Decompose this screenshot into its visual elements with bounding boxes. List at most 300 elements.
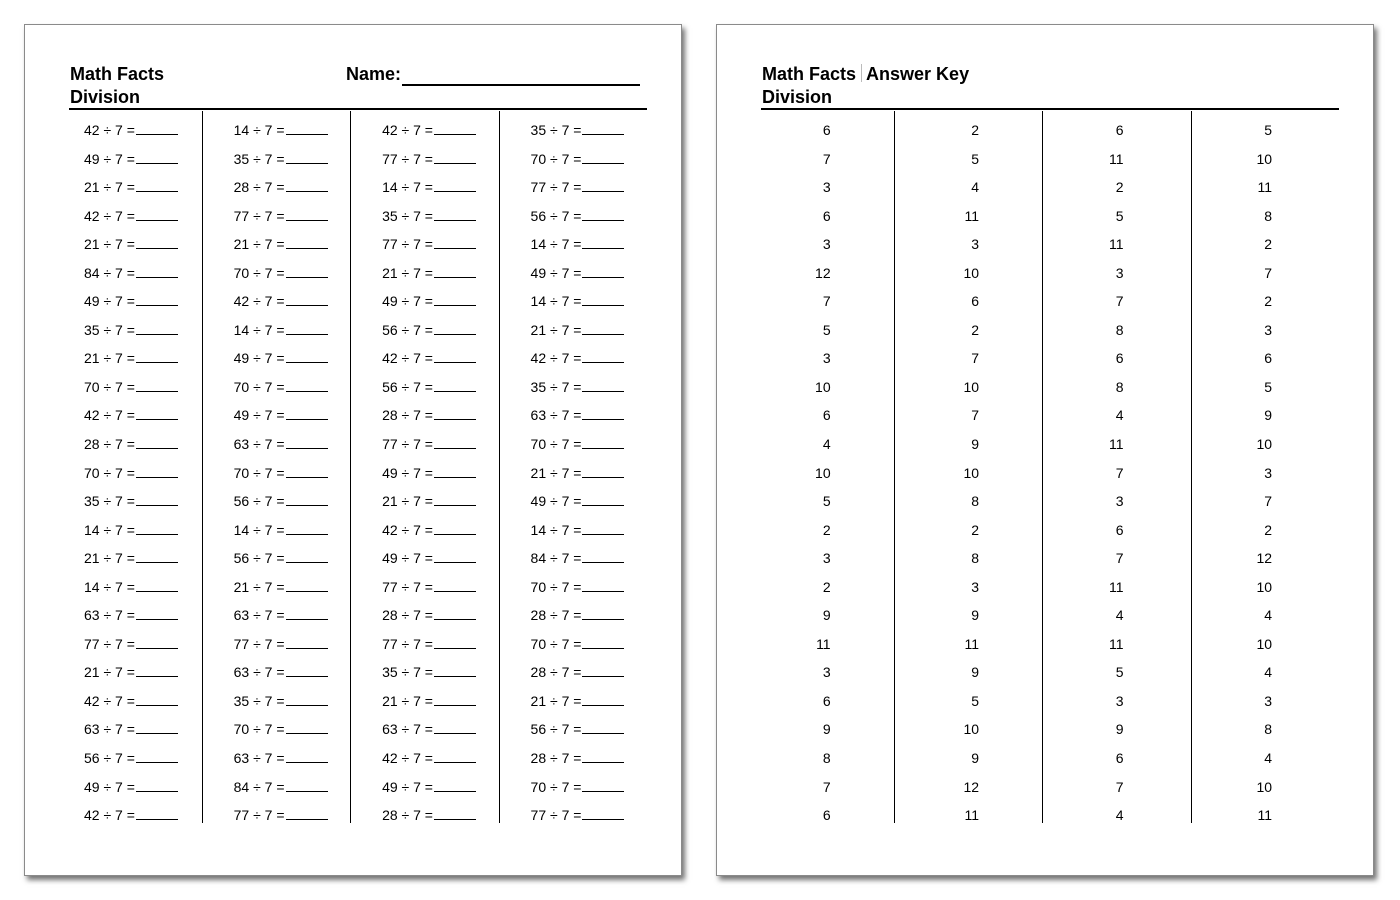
problem-item bbox=[203, 373, 350, 402]
problem-text: 42 ÷ 7 = bbox=[233, 293, 285, 310]
problem-item bbox=[351, 287, 498, 316]
answer-value: 2 bbox=[1115, 179, 1124, 196]
answer-blank bbox=[286, 264, 328, 278]
problem-item bbox=[351, 744, 498, 773]
problem-item bbox=[203, 316, 350, 345]
problem-text: 21 ÷ 7 = bbox=[233, 578, 285, 595]
problem-text: 77 ÷ 7 = bbox=[382, 436, 433, 453]
answer-blank bbox=[434, 749, 476, 763]
problem-item bbox=[351, 230, 498, 259]
problem-item bbox=[69, 544, 202, 573]
answer-value: 4 bbox=[1115, 407, 1124, 424]
problem-item bbox=[351, 259, 498, 288]
problem-text: 49 ÷ 7 = bbox=[84, 150, 135, 167]
answer-value: 5 bbox=[971, 692, 980, 709]
problem-text: 14 ÷ 7 = bbox=[233, 122, 285, 138]
problem-text: 35 ÷ 7 = bbox=[84, 321, 135, 338]
problem-text: 56 ÷ 7 = bbox=[530, 207, 582, 224]
problem-text: 49 ÷ 7 = bbox=[382, 778, 433, 795]
answer-blank bbox=[582, 349, 624, 363]
problem-text: 42 ÷ 7 = bbox=[84, 692, 135, 709]
problem-item bbox=[500, 230, 647, 259]
answer-value: 8 bbox=[1115, 321, 1124, 338]
problem-item bbox=[500, 145, 647, 174]
answer-value: 5 bbox=[1264, 378, 1273, 395]
answer-value: 4 bbox=[1264, 607, 1273, 624]
answer-value: 8 bbox=[1115, 378, 1124, 395]
problem-item bbox=[203, 230, 350, 259]
problem-text: 70 ÷ 7 = bbox=[233, 264, 285, 281]
problem-item bbox=[69, 344, 202, 373]
problem-text: 77 ÷ 7 = bbox=[233, 207, 285, 224]
problem-item bbox=[69, 573, 202, 602]
answer-blank bbox=[582, 635, 624, 649]
answer-value: 7 bbox=[822, 150, 831, 167]
answer-blank bbox=[136, 378, 178, 392]
answer-grid bbox=[761, 111, 1339, 823]
problem-item bbox=[500, 801, 647, 830]
problem-item bbox=[69, 687, 202, 716]
answer-value: 4 bbox=[1115, 607, 1124, 624]
answer-blank bbox=[582, 749, 624, 763]
answer-blank bbox=[582, 235, 624, 249]
answer-value: 11 bbox=[1109, 236, 1124, 253]
answer-value: 5 bbox=[971, 150, 980, 167]
problem-text: 42 ÷ 7 = bbox=[84, 122, 135, 138]
answer-value: 7 bbox=[1115, 550, 1124, 567]
answer-blank bbox=[136, 606, 178, 620]
answer-value: 10 bbox=[1256, 436, 1273, 453]
problem-text: 63 ÷ 7 = bbox=[84, 607, 135, 624]
problem-text: 63 ÷ 7 = bbox=[382, 721, 433, 738]
answer-blank bbox=[582, 806, 624, 820]
problem-text: 14 ÷ 7 = bbox=[530, 293, 582, 310]
problem-text: 35 ÷ 7 = bbox=[233, 150, 285, 167]
answer-blank bbox=[286, 207, 328, 221]
answer-value: 2 bbox=[1264, 521, 1273, 538]
problem-item bbox=[351, 316, 498, 345]
answer-blank bbox=[286, 749, 328, 763]
problem-text: 35 ÷ 7 = bbox=[382, 664, 433, 681]
problem-text: 28 ÷ 7 = bbox=[530, 750, 582, 767]
answer-value: 12 bbox=[815, 264, 831, 281]
problem-item bbox=[69, 230, 202, 259]
answer-value: 2 bbox=[971, 321, 980, 338]
answer-blank bbox=[286, 806, 328, 820]
problem-text: 77 ÷ 7 = bbox=[382, 635, 433, 652]
problem-item bbox=[500, 601, 647, 630]
answer-blank bbox=[434, 464, 476, 478]
answer-value: 3 bbox=[822, 236, 831, 253]
problem-item bbox=[500, 316, 647, 345]
answer-value: 11 bbox=[1109, 436, 1124, 453]
problem-text: 77 ÷ 7 = bbox=[382, 578, 433, 595]
answer-value: 12 bbox=[1256, 550, 1273, 567]
problem-text: 21 ÷ 7 = bbox=[530, 692, 582, 709]
answer-value: 9 bbox=[1264, 407, 1273, 424]
answer-value: 4 bbox=[1264, 664, 1273, 681]
answer-column bbox=[1042, 111, 1190, 823]
answer-value: 7 bbox=[1115, 293, 1124, 310]
answer-blank bbox=[286, 321, 328, 335]
answer-value: 3 bbox=[822, 550, 831, 567]
problem-text: 77 ÷ 7 = bbox=[530, 179, 582, 196]
title-separator bbox=[861, 64, 862, 82]
problem-text: 42 ÷ 7 = bbox=[530, 350, 582, 367]
answer-value: 10 bbox=[1256, 778, 1273, 795]
answer-blank bbox=[582, 521, 624, 535]
problem-text: 35 ÷ 7 = bbox=[530, 122, 582, 138]
answer-value: 5 bbox=[1115, 664, 1124, 681]
answer-value: 9 bbox=[822, 721, 831, 738]
problem-text: 14 ÷ 7 = bbox=[84, 521, 135, 538]
answer-blank bbox=[136, 492, 178, 506]
answer-blank bbox=[434, 549, 476, 563]
answer-blank bbox=[286, 292, 328, 306]
problem-item bbox=[69, 202, 202, 231]
problem-text: 63 ÷ 7 = bbox=[84, 721, 135, 738]
problem-item bbox=[351, 773, 498, 802]
problem-item bbox=[203, 344, 350, 373]
answer-blank bbox=[582, 549, 624, 563]
problem-item bbox=[500, 116, 647, 145]
answer-value: 2 bbox=[822, 521, 831, 538]
answer-value: 10 bbox=[1256, 578, 1273, 595]
answer-blank bbox=[582, 121, 624, 135]
answer-value: 7 bbox=[1115, 778, 1124, 795]
problem-item bbox=[351, 687, 498, 716]
problem-text: 21 ÷ 7 = bbox=[84, 236, 135, 253]
answer-value: 8 bbox=[971, 493, 980, 510]
answer-value: 2 bbox=[971, 521, 980, 538]
answer-blank bbox=[582, 663, 624, 677]
problem-text: 70 ÷ 7 = bbox=[233, 464, 285, 481]
answer-value: 10 bbox=[815, 378, 831, 395]
problem-item bbox=[351, 401, 498, 430]
problem-text: 21 ÷ 7 = bbox=[382, 692, 433, 709]
problem-item bbox=[351, 801, 498, 830]
answer-value: 5 bbox=[1115, 207, 1124, 224]
answer-blank bbox=[434, 692, 476, 706]
answer-value: 2 bbox=[1264, 236, 1273, 253]
answer-value: 8 bbox=[1264, 721, 1273, 738]
name-field bbox=[346, 63, 640, 86]
answer-value: 11 bbox=[964, 207, 980, 224]
answer-value: 6 bbox=[822, 407, 831, 424]
problem-text: 56 ÷ 7 = bbox=[84, 750, 135, 767]
problem-column bbox=[499, 111, 647, 823]
answer-value: 3 bbox=[1264, 321, 1273, 338]
problem-text: 21 ÷ 7 = bbox=[84, 664, 135, 681]
worksheet-title: Math Facts bbox=[70, 64, 165, 84]
answer-value: 6 bbox=[971, 293, 980, 310]
problem-text: 63 ÷ 7 = bbox=[530, 407, 582, 424]
answer-value: 11 bbox=[816, 635, 831, 652]
problem-item bbox=[69, 658, 202, 687]
problem-column bbox=[69, 111, 202, 823]
problem-text: 70 ÷ 7 = bbox=[233, 378, 285, 395]
problem-item bbox=[69, 459, 202, 488]
problem-text: 56 ÷ 7 = bbox=[382, 378, 433, 395]
problem-item bbox=[69, 116, 202, 145]
problem-item bbox=[203, 459, 350, 488]
answer-blank bbox=[434, 207, 476, 221]
answer-key-header-rule bbox=[761, 108, 1339, 110]
problem-item bbox=[500, 687, 647, 716]
answer-blank bbox=[286, 720, 328, 734]
problem-item bbox=[69, 401, 202, 430]
problem-item bbox=[500, 401, 647, 430]
answer-value: 7 bbox=[1264, 493, 1273, 510]
problem-text: 42 ÷ 7 = bbox=[382, 350, 433, 367]
answer-blank bbox=[136, 264, 178, 278]
problem-text: 21 ÷ 7 = bbox=[530, 321, 582, 338]
problem-text: 63 ÷ 7 = bbox=[233, 607, 285, 624]
answer-value: 3 bbox=[1115, 264, 1124, 281]
problem-item bbox=[203, 487, 350, 516]
problem-item bbox=[500, 744, 647, 773]
answer-blank bbox=[434, 663, 476, 677]
problem-text: 49 ÷ 7 = bbox=[530, 264, 582, 281]
answer-value: 4 bbox=[971, 179, 980, 196]
answer-blank bbox=[434, 406, 476, 420]
problem-item bbox=[69, 259, 202, 288]
answer-blank bbox=[286, 178, 328, 192]
problem-text: 28 ÷ 7 = bbox=[530, 607, 582, 624]
problem-item bbox=[351, 459, 498, 488]
answer-value: 11 bbox=[1109, 635, 1124, 652]
answer-blank bbox=[136, 464, 178, 478]
problem-text: 56 ÷ 7 = bbox=[530, 721, 582, 738]
answer-blank bbox=[434, 635, 476, 649]
answer-blank bbox=[286, 549, 328, 563]
problem-item bbox=[351, 373, 498, 402]
problem-item bbox=[203, 715, 350, 744]
problem-text: 28 ÷ 7 = bbox=[233, 179, 285, 196]
problem-item bbox=[203, 658, 350, 687]
problem-text: 77 ÷ 7 = bbox=[233, 807, 285, 824]
problem-text: 70 ÷ 7 = bbox=[84, 378, 135, 395]
problem-item bbox=[203, 430, 350, 459]
answer-value: 3 bbox=[971, 578, 980, 595]
problem-item bbox=[500, 573, 647, 602]
problem-item bbox=[351, 116, 498, 145]
answer-blank bbox=[582, 464, 624, 478]
problem-text: 21 ÷ 7 = bbox=[382, 493, 433, 510]
answer-value: 8 bbox=[822, 750, 831, 767]
answer-blank bbox=[434, 492, 476, 506]
answer-value: 2 bbox=[822, 578, 831, 595]
problem-text: 42 ÷ 7 = bbox=[382, 521, 433, 538]
answer-blank bbox=[582, 778, 624, 792]
problem-text: 42 ÷ 7 = bbox=[84, 807, 135, 824]
answer-blank bbox=[136, 207, 178, 221]
answer-blank bbox=[136, 235, 178, 249]
problem-text: 49 ÷ 7 = bbox=[382, 464, 433, 481]
problem-item bbox=[500, 487, 647, 516]
answer-value: 4 bbox=[822, 436, 831, 453]
answer-value: 11 bbox=[1109, 150, 1124, 167]
answer-value: 10 bbox=[963, 264, 980, 281]
answer-value: 3 bbox=[822, 350, 831, 367]
answer-key-title: Math Facts bbox=[762, 64, 857, 84]
answer-blank bbox=[136, 806, 178, 820]
problem-item bbox=[203, 544, 350, 573]
answer-value: 10 bbox=[1256, 635, 1273, 652]
answer-blank bbox=[434, 435, 476, 449]
worksheet-header-rule bbox=[69, 108, 647, 110]
answer-blank bbox=[286, 492, 328, 506]
answer-value: 10 bbox=[815, 464, 831, 481]
problem-item bbox=[351, 430, 498, 459]
problem-item bbox=[203, 801, 350, 830]
problem-item bbox=[203, 287, 350, 316]
problem-text: 63 ÷ 7 = bbox=[233, 664, 285, 681]
answer-value: 11 bbox=[964, 635, 980, 652]
problem-text: 35 ÷ 7 = bbox=[84, 493, 135, 510]
problem-item bbox=[69, 516, 202, 545]
answer-blank bbox=[136, 150, 178, 164]
answer-blank bbox=[582, 378, 624, 392]
answer-value: 6 bbox=[1115, 521, 1124, 538]
answer-value: 3 bbox=[1115, 493, 1124, 510]
problem-text: 14 ÷ 7 = bbox=[233, 521, 285, 538]
answer-blank bbox=[136, 778, 178, 792]
problem-item bbox=[203, 773, 350, 802]
problem-text: 49 ÷ 7 = bbox=[84, 293, 135, 310]
answer-value: 6 bbox=[1115, 750, 1124, 767]
problem-item bbox=[351, 202, 498, 231]
problem-item bbox=[500, 430, 647, 459]
problem-item bbox=[69, 287, 202, 316]
problem-text: 49 ÷ 7 = bbox=[382, 293, 433, 310]
problem-text: 63 ÷ 7 = bbox=[233, 750, 285, 767]
answer-blank bbox=[136, 720, 178, 734]
answer-blank bbox=[434, 778, 476, 792]
answer-blank bbox=[136, 692, 178, 706]
answer-value: 3 bbox=[822, 179, 831, 196]
problem-text: 70 ÷ 7 = bbox=[530, 150, 582, 167]
answer-value: 4 bbox=[1264, 750, 1273, 767]
answer-value: 11 bbox=[1109, 578, 1124, 595]
problem-item bbox=[500, 658, 647, 687]
answer-blank bbox=[136, 349, 178, 363]
problem-item bbox=[500, 173, 647, 202]
answer-blank bbox=[582, 720, 624, 734]
problem-item bbox=[500, 459, 647, 488]
problem-text: 35 ÷ 7 = bbox=[530, 378, 582, 395]
problem-text: 70 ÷ 7 = bbox=[530, 635, 582, 652]
answer-value: 6 bbox=[822, 207, 831, 224]
answer-value: 3 bbox=[822, 664, 831, 681]
problem-text: 21 ÷ 7 = bbox=[233, 236, 285, 253]
problem-text: 28 ÷ 7 = bbox=[382, 807, 433, 824]
problem-item bbox=[203, 630, 350, 659]
answer-value: 7 bbox=[822, 778, 831, 795]
problem-item bbox=[351, 715, 498, 744]
problem-item bbox=[500, 715, 647, 744]
answer-column bbox=[761, 111, 894, 823]
answer-value: 6 bbox=[1264, 350, 1273, 367]
problem-text: 42 ÷ 7 = bbox=[84, 407, 135, 424]
problem-text: 56 ÷ 7 = bbox=[382, 321, 433, 338]
answer-blank bbox=[286, 578, 328, 592]
problem-item bbox=[351, 344, 498, 373]
answer-value: 9 bbox=[1115, 721, 1124, 738]
problem-text: 63 ÷ 7 = bbox=[233, 436, 285, 453]
answer-value: 11 bbox=[1257, 179, 1273, 196]
answer-blank bbox=[136, 749, 178, 763]
answer-blank bbox=[136, 663, 178, 677]
problem-item bbox=[203, 516, 350, 545]
answer-blank bbox=[286, 378, 328, 392]
answer-blank bbox=[434, 150, 476, 164]
problem-item bbox=[500, 516, 647, 545]
problem-item bbox=[351, 145, 498, 174]
problem-text: 56 ÷ 7 = bbox=[233, 550, 285, 567]
answer-blank bbox=[582, 606, 624, 620]
answer-blank bbox=[434, 578, 476, 592]
answer-blank bbox=[582, 692, 624, 706]
problem-item bbox=[203, 173, 350, 202]
answer-value: 5 bbox=[822, 493, 831, 510]
answer-blank bbox=[582, 207, 624, 221]
answer-value: 7 bbox=[1264, 264, 1273, 281]
problem-text: 14 ÷ 7 = bbox=[233, 321, 285, 338]
problem-text: 28 ÷ 7 = bbox=[382, 407, 433, 424]
problem-text: 77 ÷ 7 = bbox=[530, 807, 582, 824]
problem-item bbox=[351, 516, 498, 545]
problem-item bbox=[69, 744, 202, 773]
answer-value: 2 bbox=[1264, 293, 1273, 310]
problem-item bbox=[203, 401, 350, 430]
problem-item bbox=[500, 773, 647, 802]
problem-item bbox=[69, 601, 202, 630]
problem-text: 14 ÷ 7 = bbox=[530, 236, 582, 253]
answer-blank bbox=[136, 635, 178, 649]
problem-text: 84 ÷ 7 = bbox=[84, 264, 135, 281]
answer-value: 6 bbox=[822, 807, 831, 824]
answer-blank bbox=[136, 292, 178, 306]
answer-blank bbox=[286, 778, 328, 792]
problem-item bbox=[69, 801, 202, 830]
problem-item bbox=[500, 373, 647, 402]
worksheet-page bbox=[24, 24, 682, 876]
answer-blank bbox=[286, 435, 328, 449]
answer-blank bbox=[136, 578, 178, 592]
problem-item bbox=[500, 630, 647, 659]
answer-blank bbox=[582, 492, 624, 506]
problem-text: 42 ÷ 7 = bbox=[382, 122, 433, 138]
answer-blank bbox=[434, 264, 476, 278]
answer-blank bbox=[582, 264, 624, 278]
problem-item bbox=[500, 544, 647, 573]
answer-blank bbox=[582, 150, 624, 164]
problem-text: 70 ÷ 7 = bbox=[84, 464, 135, 481]
problem-item bbox=[351, 601, 498, 630]
problem-text: 84 ÷ 7 = bbox=[530, 550, 582, 567]
answer-value: 6 bbox=[1115, 122, 1124, 138]
problem-item bbox=[69, 316, 202, 345]
answer-key-subtitle: Division bbox=[762, 87, 833, 107]
problem-item bbox=[351, 658, 498, 687]
answer-value: 9 bbox=[971, 664, 980, 681]
answer-value: 4 bbox=[1115, 807, 1124, 824]
answer-key-title-block bbox=[762, 63, 969, 109]
answer-blank bbox=[434, 606, 476, 620]
answer-value: 6 bbox=[822, 692, 831, 709]
answer-value: 9 bbox=[971, 750, 980, 767]
